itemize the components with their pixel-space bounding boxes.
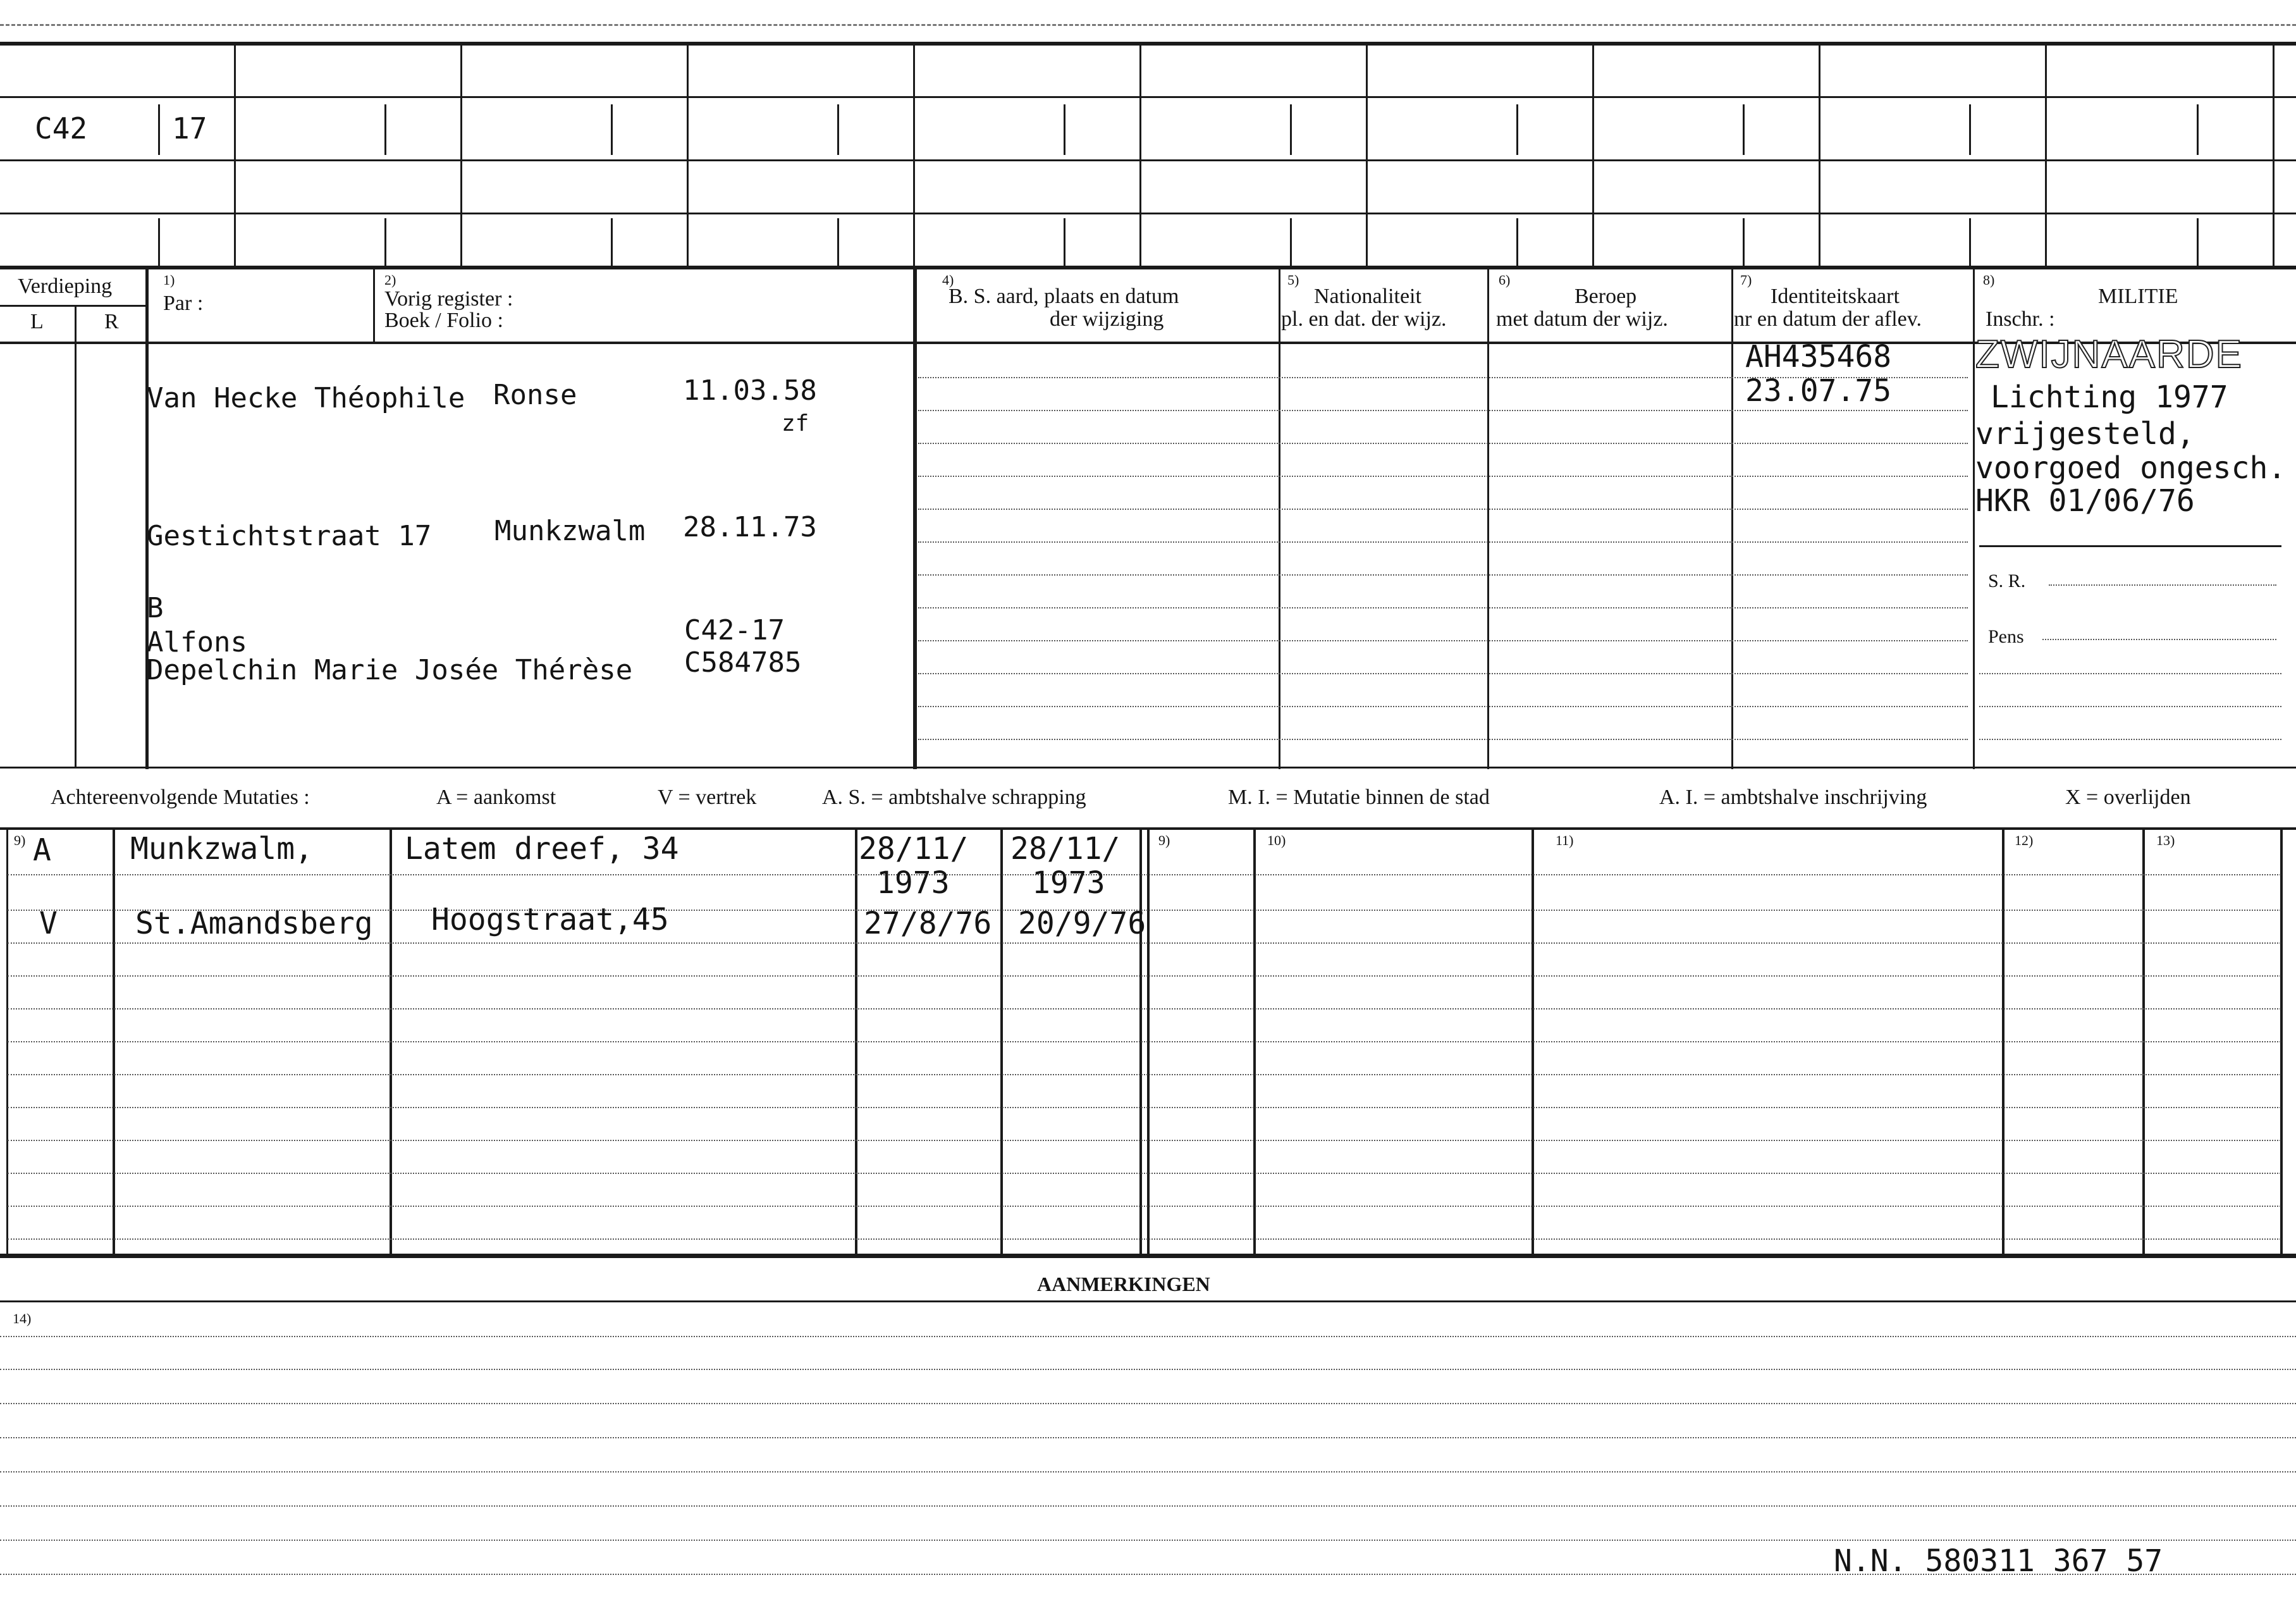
person-birthdate: 11.03.58: [683, 374, 817, 407]
mut-num-13: 13): [2156, 832, 2175, 848]
col5-num: 5): [1287, 272, 1299, 288]
inschr-label: Inschr. :: [1986, 307, 2055, 331]
grid-code: C42: [35, 111, 88, 145]
person-ref: C42-17: [684, 614, 785, 646]
militia-line2: vrijgesteld,: [1975, 416, 2195, 452]
remarks-title: AANMERKINGEN: [1037, 1273, 1210, 1295]
col8-num: 8): [1983, 272, 1995, 288]
mutation-place: St.Amandsberg: [135, 906, 373, 941]
legend-a: A = aankomst: [436, 786, 556, 809]
grid-number: 17: [172, 111, 207, 145]
col1-num: 1): [163, 272, 175, 288]
body-bottom-rule: [0, 767, 2296, 769]
bs-label: B. S. aard, plaats en datum: [948, 285, 1179, 308]
person-birthplace: Ronse: [493, 379, 577, 411]
identiteitskaart-label-2: nr en datum der aflev.: [1734, 307, 1922, 331]
person-letter: B: [147, 592, 164, 624]
person-name: Van Hecke Théophile: [147, 382, 465, 414]
mutation-street: Hoogstraat,45: [431, 902, 669, 937]
par-label: Par :: [163, 292, 204, 315]
mut-num-10: 10): [1267, 832, 1286, 848]
r-label: R: [104, 310, 119, 333]
nationaliteit-label-2: pl. en dat. der wijz.: [1281, 307, 1447, 331]
person-date2: 28.11.73: [683, 511, 817, 543]
col6-num: 6): [1499, 272, 1511, 288]
mutation-type: A: [33, 832, 51, 868]
mutation-date1b: 1973: [876, 865, 950, 901]
person-address: Gestichtstraat 17: [147, 520, 432, 552]
id-card-date: 23.07.75: [1745, 373, 1892, 409]
remarks-rule: [0, 1300, 2296, 1302]
mutation-type: V: [39, 906, 58, 941]
mut-num-12: 12): [2015, 832, 2034, 848]
torn-edge: [0, 24, 2296, 26]
mut-num-9a: 9): [14, 832, 26, 848]
l-label: L: [30, 310, 44, 333]
mutation-date2: 20/9/76: [1018, 906, 1146, 941]
nationaliteit-label: Nationaliteit: [1314, 285, 1421, 308]
col7-num: 7): [1740, 272, 1752, 288]
top-rule: [0, 42, 2296, 46]
militie-label: MILITIE: [2098, 285, 2178, 308]
col2-num: 2): [384, 272, 396, 288]
mut-num-9b: 9): [1158, 832, 1170, 848]
person-town: Munkzwalm: [494, 515, 646, 547]
mutation-date1: 28/11/: [859, 831, 969, 867]
legend-title: Achtereenvolgende Mutaties :: [51, 786, 310, 809]
mutation-street: Latem dreef, 34: [405, 831, 679, 867]
person-ref2: C584785: [684, 646, 802, 679]
mut-num-11: 11): [1556, 832, 1574, 848]
vorig-register-label: Vorig register :: [384, 287, 513, 311]
beroep-label-2: met datum der wijz.: [1496, 307, 1668, 331]
person-mother: Depelchin Marie Josée Thérèse: [147, 654, 633, 686]
id-card-number: AH435468: [1745, 339, 1892, 374]
legend-as: A. S. = ambtshalve schrapping: [822, 786, 1086, 809]
national-number: N.N. 580311 367 57: [1834, 1543, 2163, 1579]
verdieping-label: Verdieping: [18, 275, 113, 298]
legend-v: V = vertrek: [658, 786, 757, 809]
pens-label: Pens: [1988, 626, 2024, 647]
legend-x: X = overlijden: [2065, 786, 2191, 809]
person-father: Alfons: [147, 626, 247, 658]
militia-line4: HKR 01/06/76: [1975, 483, 2195, 519]
beroep-label: Beroep: [1575, 285, 1637, 308]
mutation-date1: 27/8/76: [864, 906, 992, 941]
identiteitskaart-label: Identiteitskaart: [1771, 285, 1900, 308]
legend-ai: A. I. = ambtshalve inschrijving: [1659, 786, 1927, 809]
remarks-num: 14): [13, 1311, 32, 1326]
mutation-date2: 28/11/: [1010, 831, 1120, 867]
col4-num: 4): [942, 272, 954, 288]
militia-line1: Lichting 1977: [1991, 380, 2228, 415]
boek-folio-label: Boek / Folio :: [384, 309, 503, 332]
militia-stamp: ZWIJNAARDE: [1975, 333, 2243, 376]
person-mark: zf: [782, 411, 809, 436]
sr-label: S. R.: [1988, 571, 2026, 591]
mutation-place: Munkzwalm,: [130, 831, 313, 867]
bs-label-2: der wijziging: [1050, 307, 1164, 331]
militia-line3: voorgoed ongesch.: [1975, 450, 2287, 486]
legend-mi: M. I. = Mutatie binnen de stad: [1228, 786, 1490, 809]
mutation-date2b: 1973: [1032, 865, 1105, 901]
